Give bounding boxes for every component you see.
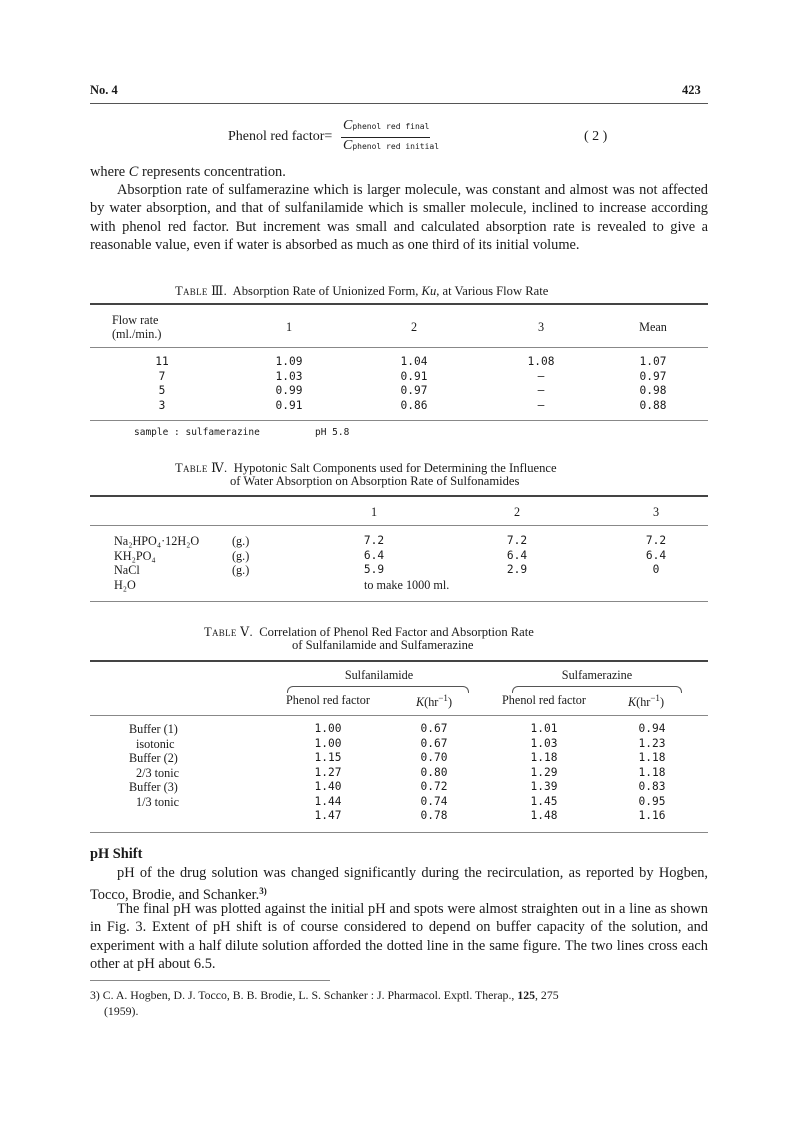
table4-row-unit: (g.) [232,563,250,577]
table4-head-col2: 2 [513,505,521,519]
table5-cell: 0.74 [420,794,448,808]
table3-cell: — [537,384,545,397]
table5-cell: 1.00 [314,722,342,735]
table5-sub-prf-2: Phenol red factor [502,693,586,707]
paragraph-absorption: Absorption rate of sulfamerazine which is larger molecule, was constant and almost was not affected by water absorption, and that of sulfanilamide which is smaller molecule, inclined to increase according with phenol red factor. But increment was small and calculated absorption rate is revealed to give a reasonable value, even if water is absorbed as much as one third of its initial volume. [90,182,708,253]
table3-cell: 0.86 [400,398,428,412]
table4-cell: 7.2 [506,534,528,547]
table4-bottom-rule [90,601,708,602]
table5-cell: 0.67 [420,736,448,750]
table3-cell: 0.97 [400,384,428,397]
table4-cell: 7.2 [645,534,667,547]
table3-head-col2: 2 [410,320,418,334]
table4-row-unit: (g.) [232,534,250,548]
section-heading: pH Shift [90,846,143,862]
table3-cell: 1.09 [275,355,303,368]
table5-cell: 1.18 [638,765,666,779]
table4-head-col1: 1 [370,505,378,519]
table3-cell: 0.91 [400,369,428,383]
table4-head-col3: 3 [652,505,660,519]
table4-cell: 5.9 [363,563,385,576]
table5-head-rule [90,715,708,716]
table5-row-label: isotonic [136,736,175,751]
table5-cell: 0.80 [420,765,448,779]
table3-cell: 5 [158,384,166,397]
table5-cell: 1.48 [530,809,558,822]
table3-head-mean: Mean [639,320,667,334]
table5-row-label: 1/3 tonic [136,794,179,809]
table5-cell: 1.27 [314,765,342,779]
table3-top-rule [90,303,708,305]
table5-cell: 1.03 [530,736,558,750]
table4-row-name: NaCl [114,563,140,577]
table5-sub-k-2: $K(hr^{-1})$ [628,693,664,709]
paragraph-where: where C represents concentration. [90,164,286,180]
page-number: 423 [682,83,701,97]
footnote-rule [90,980,330,981]
table4-caption-1: Table Ⅳ. Hypotonic Salt Components used for Determining the Influence [175,461,557,475]
table5-cell: 1.16 [638,809,666,822]
table5-row-label: 2/3 tonic [136,765,179,780]
table4-row-name: Na₂HPO₄·12H₂O [114,534,200,548]
table3-cell: 0.91 [275,398,303,412]
table3-cell: 3 [158,398,166,412]
table4-cell: to make 1000 ml. [364,577,450,592]
table4-cell: 6.4 [645,548,667,562]
table3-cell: 1.03 [275,369,303,383]
table3-head-rule [90,347,708,348]
table5-group-sulfamerazine: Sulfamerazine [561,668,633,682]
table4-row-name: KH₂PO₄ [114,548,156,563]
table3-cell: 7 [158,369,166,383]
table5-cell: 0.94 [638,722,666,735]
table3-note-ph: pH 5.8 [315,427,350,438]
table3-caption: Table Ⅲ. Absorption Rate of Unionized Form, Ku, at Various Flow Rate [175,284,549,298]
table3-cell: 1.04 [400,355,428,368]
table5-row-label: Buffer (3) [129,780,178,794]
table4-cell: 7.2 [363,534,385,547]
table5-cell: 0.72 [420,780,448,793]
table5-cell: 1.01 [530,722,558,735]
footnote: 3) C. A. Hogben, D. J. Tocco, B. B. Brodie, L. S. Schanker : J. Pharmacol. Exptl. Therap., 125, 275 (1959). [90,988,559,1018]
table3-cell: 11 [155,355,169,368]
table5-cell: 1.18 [530,751,558,764]
equation-number: ( 2 ) [584,129,608,144]
table4-top-rule [90,495,708,497]
header-rule [90,103,708,104]
table5-caption-1: Table Ⅴ. Correlation of Phenol Red Factor and Absorption Rate [204,625,534,639]
table5-sub-prf-1: Phenol red factor [286,693,370,707]
journal-issue: No. 4 [90,83,118,97]
equation-denominator: Cphenol red initial [343,138,440,153]
table5-group-sulfanilamide: Sulfanilamide [344,668,414,682]
table3-cell: — [537,398,545,412]
table5-cell: 1.23 [638,736,666,750]
table5-cell: 0.70 [420,751,448,764]
table5-cell: 0.95 [638,794,666,808]
table4-caption-2: of Water Absorption on Absorption Rate of Sulfonamides [230,474,520,488]
table5-bottom-rule [90,832,708,833]
table5-brace-2 [512,686,682,693]
table3-cell: 0.99 [275,384,303,397]
table3-bottom-rule [90,420,708,421]
table5-cell: 1.18 [638,751,666,764]
table4-cell: 2.9 [506,563,528,576]
table5-cell: 0.67 [420,722,448,735]
table5-row-label: Buffer (1) [129,722,178,736]
paragraph-ph-1: pH of the drug solution was changed significantly during the recirculation, as reported by Hogben, Tocco, Brodie, and Schanker.$^{3)}$ [90,865,708,904]
table5-cell: 0.83 [638,780,666,793]
table5-cell: 1.44 [314,794,342,808]
table3-cell: 1.07 [639,355,667,368]
equation-lhs: Phenol red factor= [228,129,333,144]
table3-cell: 0.97 [639,369,667,383]
table5-cell: 1.47 [314,809,342,822]
table5-brace-1 [287,686,469,693]
table5-cell: 1.40 [314,780,342,793]
table3-head-col1: 1 [285,320,293,334]
paragraph-ph-2: The final pH was plotted against the initial pH and spots were almost straighten out in a line as shown in Fig. 3. Extent of pH shift is of course considered to depend on buffer capacity of the solution, and experiment with a half dilute solution afforded the dotted line in the same figure. The two lines cross each other at pH about 6.5. [90,901,708,972]
table5-top-rule [90,660,708,662]
table5-cell: 1.39 [530,780,558,793]
table4-cell: 6.4 [363,548,385,562]
table5-cell: 1.00 [314,736,342,750]
table5-cell: 1.15 [314,751,342,764]
table5-row-label: Buffer (2) [129,751,178,765]
table5-caption-2: of Sulfanilamide and Sulfamerazine [292,638,474,652]
table3-cell: 1.08 [527,355,555,368]
table4-head-rule [90,525,708,526]
table4-cell: 0 [652,563,660,576]
table3-cell: 0.98 [639,384,667,397]
table3-cell: 0.88 [639,398,667,412]
table3-cell: — [537,369,545,383]
table4-row-name: H₂O [114,577,136,592]
table5-cell: 1.45 [530,794,558,808]
table3-head-flow: Flow rate (ml./min.) [112,313,162,341]
table3-head-col3: 3 [537,320,545,334]
table5-sub-k-1: $K(hr^{-1})$ [416,693,452,709]
table5-cell: 0.78 [420,809,448,822]
equation-numerator: Cphenol red final [343,118,430,133]
table3-note-sample: sample : sulfamerazine [134,427,260,438]
table4-row-unit: (g.) [232,548,250,563]
table5-cell: 1.29 [530,765,558,779]
table4-cell: 6.4 [506,548,528,562]
